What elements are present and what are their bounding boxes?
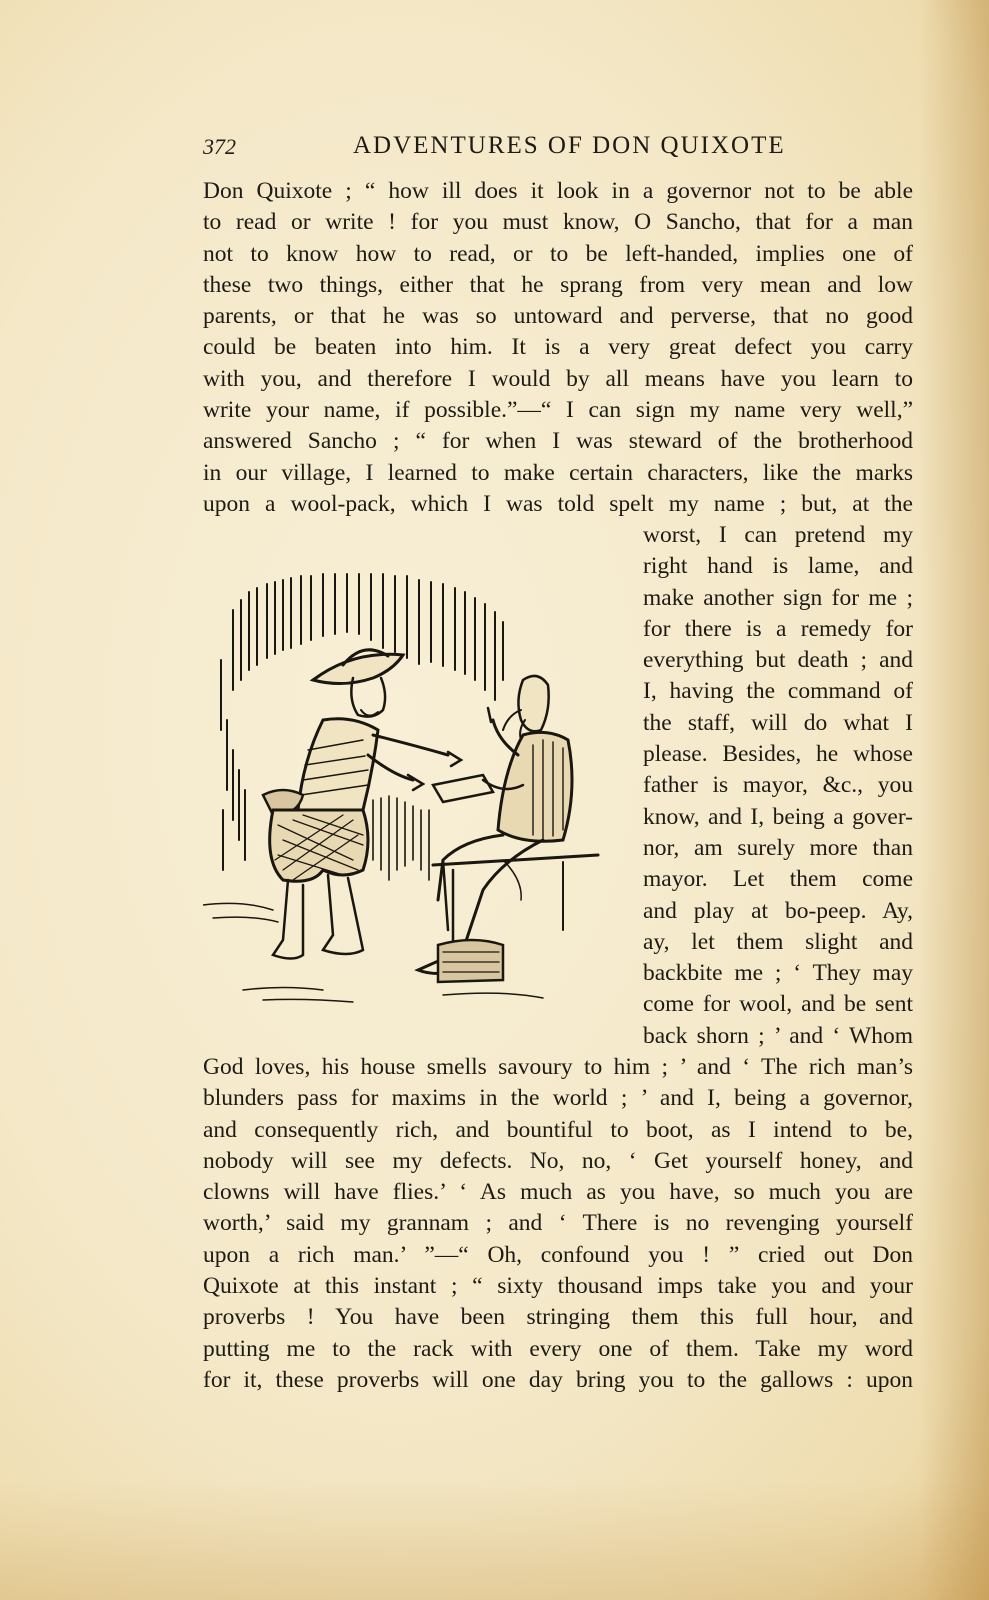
text-line: these two things, either that he sprang from very mean and low <box>203 271 913 298</box>
text-line: proverbs ! You have been stringing them this full hour, and <box>203 1304 913 1331</box>
text-line: could be beaten into him. It is a very great defect you carry <box>203 334 913 361</box>
running-title: ADVENTURES OF DON QUIXOTE <box>353 132 786 159</box>
text-line: make another sign for me ; <box>643 584 913 611</box>
page-number: 372 <box>203 134 236 159</box>
text-line: everything but death ; and <box>643 647 913 674</box>
text-line: ay, let them slight and <box>643 928 913 955</box>
text-side-column <box>643 520 913 1052</box>
text-top-block <box>203 176 913 520</box>
text-line: upon a wool-pack, which I was told spelt my name ; but, at the <box>203 490 913 517</box>
text-line: and play at bo-peep. Ay, <box>643 897 913 924</box>
text-line: not to know how to read, or to be left-handed, implies one of <box>203 240 913 267</box>
text-line: clowns will have flies.’ ‘ As much as you have, so much you are <box>203 1179 913 1206</box>
text-line: worth,’ said my grannam ; and ‘ There is no revenging yourself <box>203 1210 913 1237</box>
text-line: back shorn ; ’ and ‘ Whom <box>643 1022 913 1049</box>
text-line: Don Quixote ; “ how ill does it look in a governor not to be able <box>203 178 913 204</box>
page-header <box>203 132 913 162</box>
text-line: know, and I, being a gover- <box>643 803 913 830</box>
page-edge-shading <box>919 0 989 1600</box>
text-line: parents, or that he was so untoward and perverse, that no good <box>203 303 913 330</box>
text-line: mayor. Let them come <box>643 866 913 893</box>
text-line: please. Besides, he whose <box>643 741 913 768</box>
text-line: father is mayor, &c., you <box>643 772 913 799</box>
engraving-sancho-and-don-quixote-icon <box>203 570 613 1030</box>
text-line: right hand is lame, and <box>643 553 913 580</box>
text-line: in our village, I learned to make certain characters, like the marks <box>203 459 913 486</box>
text-line: Quixote at this instant ; “ sixty thousand imps take you and your <box>203 1273 913 1300</box>
text-line: for there is a remedy for <box>643 615 913 642</box>
text-line: come for wool, and be sent <box>643 991 913 1018</box>
text-line: putting me to the rack with every one of them. Take my word <box>203 1335 913 1362</box>
page-bottom-shading <box>0 1480 989 1600</box>
text-line: nobody will see my defects. No, no, ‘ Get yourself honey, and <box>203 1147 913 1174</box>
text-line: upon a rich man.’ ”—“ Oh, confound you ! ” cried out Don <box>203 1241 913 1268</box>
text-line: nor, am surely more than <box>643 834 913 861</box>
text-line: the staff, will do what I <box>643 709 913 736</box>
text-bottom-block <box>203 1052 913 1396</box>
text-line: for it, these proverbs will one day bring you to the gallows : upon <box>203 1366 913 1393</box>
text-line: worst, I can pretend my <box>643 522 913 548</box>
text-line: God loves, his house smells savoury to him ; ’ and ‘ The rich man’s <box>203 1054 913 1080</box>
text-line: and consequently rich, and bountiful to boot, as I intend to be, <box>203 1116 913 1143</box>
text-line: answered Sancho ; “ for when I was steward of the brotherhood <box>203 428 913 455</box>
text-line: I, having the command of <box>643 678 913 705</box>
text-line: to read or write ! for you must know, O Sancho, that for a man <box>203 209 913 236</box>
text-line: write your name, if possible.”—“ I can sign my name very well,” <box>203 397 913 424</box>
text-line: blunders pass for maxims in the world ; ’ and I, being a governor, <box>203 1085 913 1112</box>
text-line: with you, and therefore I would by all means have you learn to <box>203 365 913 392</box>
text-line: backbite me ; ‘ They may <box>643 960 913 987</box>
